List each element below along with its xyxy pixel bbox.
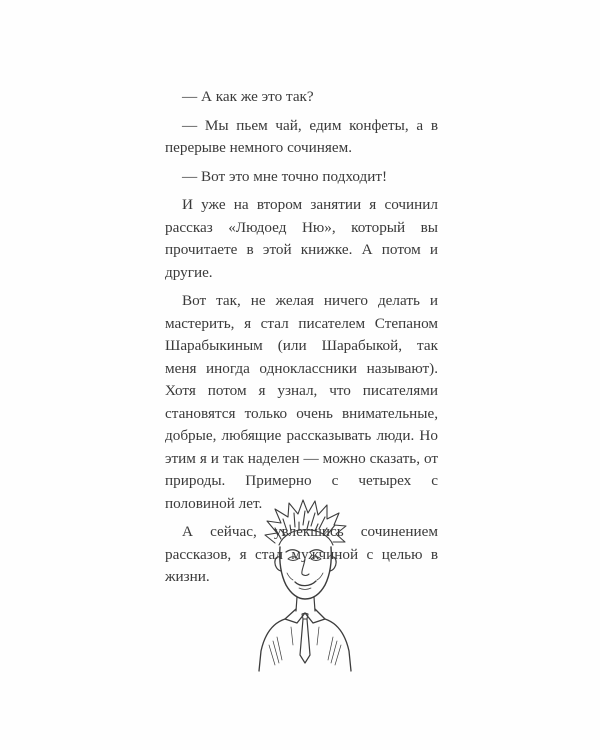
boy-portrait-sketch-icon	[255, 495, 355, 675]
paragraph-story: И уже на втором занятии я сочинил рассказ «Людоед Ню», который вы прочитаете в этой книжке. А потом и другие.	[165, 196, 438, 281]
paragraph-dialogue-2: — Мы пьем чай, едим конфеты, а в перерыве немного сочиняем.	[165, 116, 438, 156]
paragraph-now: А сейчас, увлекшись сочинением рассказов, я стал мужчиной с целью в жизни.	[165, 523, 438, 585]
paragraph-dialogue-3: — Вот это мне точно подходит!	[182, 167, 388, 185]
paragraph-writer: Вот так, не желая ничего делать и мастерить, я стал писателем Степаном Шарабыкиным (или Шарабыкой, так меня иногда одноклассники называют). Хотя потом я узнал, что писателями становятся только очень внимательные, добрые, любящие рассказывать люди. Но этим я и так наделен — можно сказать, от природы. Примерно с четырех с половиной лет.	[165, 292, 438, 512]
paragraph-dialogue-1: — А как же это так?	[182, 88, 314, 105]
